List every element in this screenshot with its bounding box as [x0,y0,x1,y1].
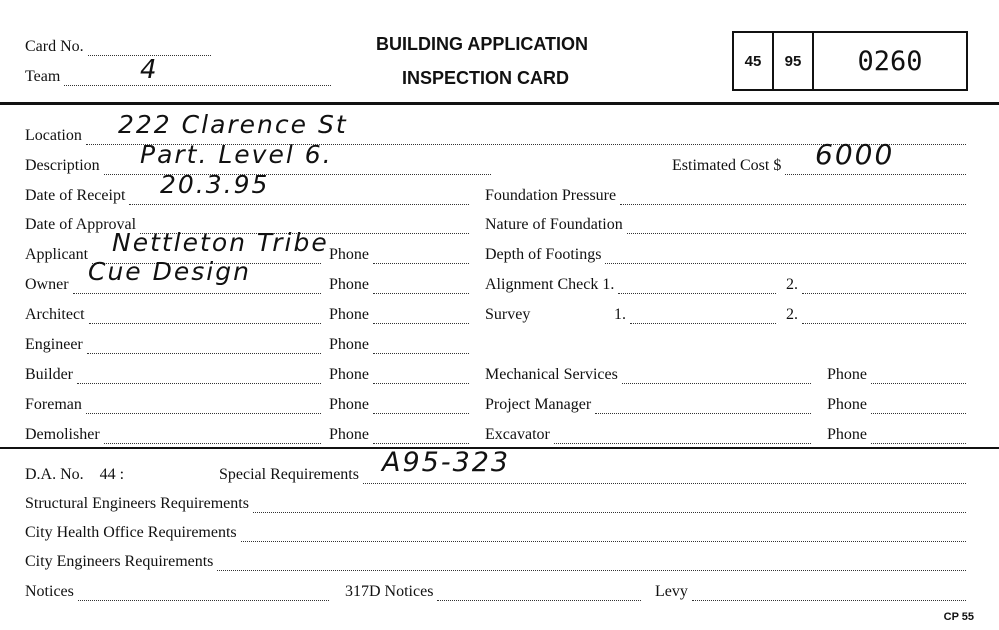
phone-label: Phone [329,246,369,263]
code-cell-2: 95 [774,33,814,89]
project-manager-label: Project Manager [485,396,592,413]
phone-label: Phone [329,366,369,383]
alignment-check-1-field [485,276,780,294]
excavator-phone-line[interactable] [871,430,966,444]
date-of-approval-label: Date of Approval [25,216,137,233]
survey-2-field [786,306,970,324]
city-engineers-field [25,553,970,571]
structural-requirements-line[interactable] [253,499,966,513]
project-manager-phone-field [827,396,970,414]
architect-label: Architect [25,306,85,323]
description-label: Description [25,157,100,174]
two-label: 2. [786,306,798,323]
levy-field [655,583,970,601]
notices-field [25,583,333,601]
nature-of-foundation-line[interactable] [627,220,966,234]
special-requirements-value: A95-323 [382,447,511,478]
alignment-check-2-field [786,276,970,294]
mechanical-services-label: Mechanical Services [485,366,618,383]
estimated-cost-value: 6000 [815,138,895,171]
date-of-receipt-label: Date of Receipt [25,187,126,204]
architect-field [25,306,325,324]
builder-phone-line[interactable] [373,370,469,384]
city-engineers-line[interactable] [217,557,966,571]
special-requirements-label: Special Requirements [219,466,359,483]
foreman-line[interactable] [86,400,321,414]
applicant-phone-line[interactable] [373,250,469,264]
notices-317d-label: 317D Notices [345,583,434,600]
nature-of-foundation-field [485,216,970,234]
foreman-phone-line[interactable] [373,400,469,414]
project-manager-field [485,396,815,414]
structural-requirements-field [25,495,970,513]
health-requirements-field [25,524,970,542]
foundation-pressure-field [485,187,970,205]
engineer-label: Engineer [25,336,83,353]
phone-label: Phone [827,366,867,383]
team-field [25,68,335,86]
demolisher-phone-field [329,426,473,444]
phone-label: Phone [329,426,369,443]
engineer-phone-field [329,336,473,354]
structural-requirements-label: Structural Engineers Requirements [25,495,249,512]
description-value: Part. Level 6. [140,140,333,169]
form-title-line2: INSPECTION CARD [402,68,570,88]
form-title-line1: BUILDING APPLICATION [376,34,588,54]
engineer-line[interactable] [87,340,321,354]
excavator-label: Excavator [485,426,550,443]
alignment-check-label: Alignment Check 1. [485,276,615,293]
owner-value: Cue Design [88,257,251,286]
location-label: Location [25,127,82,144]
team-value: 4 [140,55,159,85]
project-manager-line[interactable] [595,400,811,414]
alignment-check-1-line[interactable] [618,280,776,294]
applicant-label: Applicant [25,246,89,263]
architect-line[interactable] [89,310,321,324]
health-requirements-label: City Health Office Requirements [25,524,237,541]
header-divider [0,102,999,105]
location-value: 222 Clarence St [118,110,348,139]
health-requirements-line[interactable] [241,528,966,542]
depth-of-footings-line[interactable] [605,250,966,264]
team-line[interactable] [64,72,331,86]
alignment-check-2-line[interactable] [802,280,966,294]
survey-label: Survey [485,306,531,323]
mechanical-phone-line[interactable] [871,370,966,384]
foundation-pressure-line[interactable] [620,191,966,205]
excavator-field [485,426,815,444]
mechanical-phone-field [827,366,970,384]
card-no-field [25,38,215,56]
builder-label: Builder [25,366,73,383]
survey-one-label: 1. [614,306,626,323]
project-manager-phone-line[interactable] [871,400,966,414]
code-cell-3: 0260 [857,45,923,77]
mechanical-services-line[interactable] [622,370,811,384]
owner-label: Owner [25,276,69,293]
depth-of-footings-label: Depth of Footings [485,246,602,263]
survey-2-line[interactable] [802,310,966,324]
card-code-box [732,31,968,91]
owner-phone-line[interactable] [373,280,469,294]
date-of-receipt-value: 20.3.95 [160,170,270,199]
code-cell-1: 45 [734,33,774,89]
applicant-value: Nettleton Tribe [112,228,329,257]
da-no-field [25,466,124,484]
foreman-label: Foreman [25,396,82,413]
estimated-cost-label: Estimated Cost $ [672,157,782,174]
applicant-phone-field [329,246,473,264]
engineer-field [25,336,325,354]
foreman-field [25,396,325,414]
owner-phone-field [329,276,473,294]
nature-of-foundation-label: Nature of Foundation [485,216,623,233]
phone-label: Phone [827,396,867,413]
survey-1-field [614,306,780,324]
excavator-line[interactable] [554,430,811,444]
demolisher-phone-line[interactable] [373,430,469,444]
builder-line[interactable] [77,370,321,384]
phone-label: Phone [329,276,369,293]
form-code-label: CP 55 [943,611,974,623]
demolisher-label: Demolisher [25,426,100,443]
engineer-phone-line[interactable] [373,340,469,354]
phone-label: Phone [329,336,369,353]
foundation-pressure-label: Foundation Pressure [485,187,617,204]
excavator-phone-field [827,426,970,444]
notices-label: Notices [25,583,74,600]
da-no-label: D.A. No. [25,466,84,483]
card-no-line[interactable] [88,42,211,56]
architect-phone-field [329,306,473,324]
survey-1-line[interactable] [630,310,776,324]
levy-label: Levy [655,583,688,600]
phone-label: Phone [329,396,369,413]
special-requirements-field [219,466,970,484]
phone-label: Phone [329,306,369,323]
card-no-label: Card No. [25,38,84,55]
foreman-phone-field [329,396,473,414]
depth-of-footings-field [485,246,970,264]
levy-line[interactable] [692,587,966,601]
da-no-value: 44 : [99,466,125,483]
mechanical-services-field [485,366,815,384]
builder-phone-field [329,366,473,384]
notices-line[interactable] [78,587,329,601]
phone-label: Phone [827,426,867,443]
city-engineers-label: City Engineers Requirements [25,553,214,570]
demolisher-line[interactable] [104,430,321,444]
architect-phone-line[interactable] [373,310,469,324]
demolisher-field [25,426,325,444]
notices-317d-line[interactable] [437,587,641,601]
notices-317d-field [345,583,645,601]
builder-field [25,366,325,384]
survey-field [485,306,530,324]
team-label: Team [25,68,61,85]
two-label: 2. [786,276,798,293]
